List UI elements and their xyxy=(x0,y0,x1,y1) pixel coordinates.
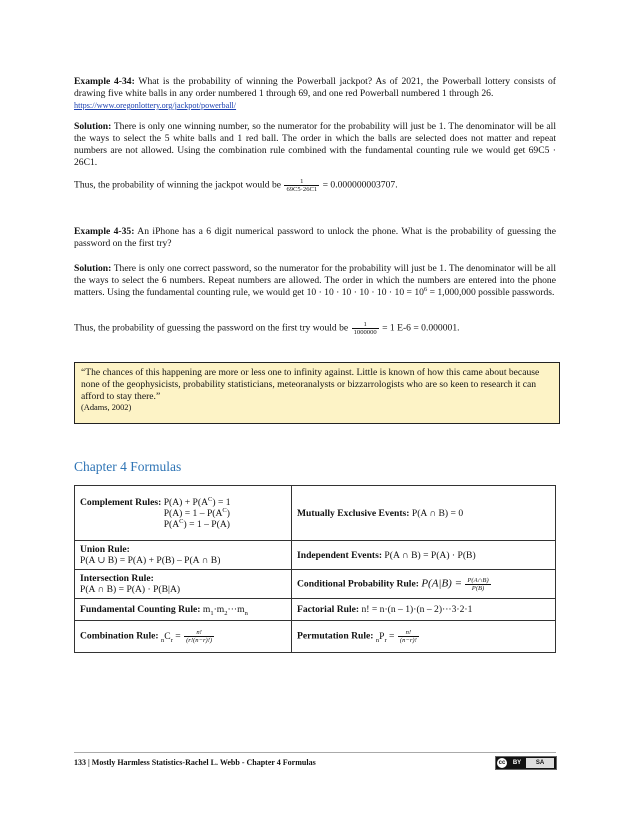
fraction-denominator: P(B) xyxy=(471,584,485,592)
combination-fraction xyxy=(184,629,214,644)
fraction-numerator: 1 xyxy=(352,321,379,329)
powerball-link[interactable]: https://www.oregonlottery.org/jackpot/powerball/ xyxy=(74,101,237,110)
solution-tail: = 1,000,000 possible passwords. xyxy=(427,287,555,298)
section-heading: Chapter 4 Formulas xyxy=(74,459,182,474)
thus-4-34 xyxy=(74,178,556,193)
fraction-numerator: P(A∩B) xyxy=(467,576,489,584)
quote-text: “The chances of this happening are more or less one to infinity against. Little is known of how this came about because none of the geophysicists, probability statisticians, meteoranalysts or bizzarrologists who are so keen to research it can afford to stay there.” xyxy=(81,367,540,402)
solution-4-34 xyxy=(74,121,556,169)
permutation-cell xyxy=(292,621,556,653)
jackpot-result: = 0.000000003707. xyxy=(322,179,398,191)
table-row xyxy=(75,570,556,599)
intersection-formula: P(A ∩ B) = P(A) · P(B|A) xyxy=(80,584,181,595)
example-4-34 xyxy=(74,76,556,112)
solution-expression: 69C5 · 26C1. xyxy=(74,145,556,168)
factorial-cell xyxy=(292,599,556,621)
solution-label: Solution: xyxy=(74,263,112,274)
fcr-label: Fundamental Counting Rule: xyxy=(80,604,201,615)
footer-divider xyxy=(74,752,556,753)
table-row xyxy=(75,621,556,653)
independent-label: Independent Events: xyxy=(297,549,383,561)
example-text: What is the probability of winning the Powerball jackpot? As of 2021, the Powerball lottery consists of drawing five white balls in any order numbered 1 through 69, and one red Powerball numbered 1 through 26. xyxy=(74,76,556,99)
license-by: BY xyxy=(512,760,522,766)
solution-4-35 xyxy=(74,263,556,299)
complement-cell xyxy=(75,486,292,541)
complement-line-3: $P(A^C) = 1 - P(A)$ xyxy=(163,517,230,530)
permutation-label: Permutation Rule: xyxy=(297,630,374,642)
cc-icon: cc xyxy=(498,760,506,766)
password-result: = 1 E-6 = 0.000001. xyxy=(382,322,460,334)
fcr-formula: $m_1\cdot m_2\cdot\cdot\cdot m_n$ xyxy=(202,604,248,617)
conditional-cell xyxy=(292,570,556,599)
example-4-35 xyxy=(74,226,556,250)
fraction-numerator: n! xyxy=(184,629,214,637)
password-fraction xyxy=(352,321,379,336)
independent-formula: P(A ∩ B) = P(A) · P(B) xyxy=(382,549,476,561)
license-sa: SA xyxy=(526,758,554,768)
fraction-denominator: (n−r)! xyxy=(399,637,417,644)
page-footer: 133 | Mostly Harmless Statistics-Rachel L. Webb - Chapter 4 Formulas xyxy=(74,758,316,767)
table-row xyxy=(75,486,556,541)
complement-line-1: $P(A) + P(A^C) = 1$ xyxy=(163,495,231,508)
factorial-label: Factorial Rule: xyxy=(297,604,360,615)
intersection-cell xyxy=(75,570,292,599)
union-cell xyxy=(75,541,292,570)
combination-label: Combination Rule: xyxy=(80,630,159,642)
factorial-formula: n! = n·(n – 1)·(n – 2)···3·2·1 xyxy=(359,604,473,615)
license-badge[interactable] xyxy=(495,756,557,770)
thus-text: Thus, the probability of winning the jackpot would be xyxy=(74,179,282,191)
complement-formulas xyxy=(164,497,231,530)
example-text: An iPhone has a 6 digit numerical password to unlock the phone. What is the probability of guessing the password on the first try? xyxy=(74,226,556,249)
solution-text: There is only one correct password, so the numerator for the probability will just be 1. The denominator will be all the ways to select the 6 numbers. Repeat numbers are allowed. The order in which the numbers are entered into the phone matters. Using the fundamental counting rule, we would get 10 · 10 · 10 · 10 · 10 · 10 = 10 xyxy=(74,263,556,298)
quote-box xyxy=(74,362,560,424)
mutex-label: Mutually Exclusive Events: xyxy=(297,507,410,519)
example-label: Example 4-35: xyxy=(74,226,135,237)
example-label: Example 4-34: xyxy=(74,76,135,87)
solution-exponent: 6 xyxy=(423,285,428,293)
union-formula: P(A ∪ B) = P(A) + P(B) – P(A ∩ B) xyxy=(80,555,221,566)
thus-text: Thus, the probability of guessing the password on the first try would be xyxy=(74,322,349,334)
union-label: Union Rule: xyxy=(80,544,130,555)
jackpot-fraction xyxy=(284,178,319,193)
quote-source: (Adams, 2002) xyxy=(81,403,132,412)
permutation-lhs: $_nP_r$ = xyxy=(375,630,395,644)
fraction-numerator: 1 xyxy=(284,178,319,186)
mutex-cell xyxy=(292,486,556,541)
combination-cell xyxy=(75,621,292,653)
solution-text: There is only one winning number, so the numerator for the probability will just be 1. The denominator will be all the ways to select the 5 white balls and 1 red ball. The order in which the balls are selected does not matter and repeat numbers are not allowed. Using the combination rule combined with the fundamental counting rule we would get xyxy=(74,121,556,156)
conditional-lhs: P(A|B) = xyxy=(421,577,462,590)
fraction-denominator: 1000000 xyxy=(353,329,377,336)
conditional-fraction xyxy=(465,577,490,592)
combination-lhs: $_nC_r$ = xyxy=(161,630,181,644)
conditional-label: Conditional Probability Rule: xyxy=(297,578,419,590)
fraction-denominator: 69C5·26C1 xyxy=(286,186,318,193)
table-row xyxy=(75,541,556,570)
fraction-numerator: n! xyxy=(398,629,419,637)
fraction-denominator: (r!(n−r)!) xyxy=(186,637,213,644)
fcr-cell xyxy=(75,599,292,621)
complement-label: Complement Rules: xyxy=(80,496,162,508)
independent-cell xyxy=(292,541,556,570)
intersection-label: Intersection Rule: xyxy=(80,573,154,584)
formula-table xyxy=(74,485,556,653)
mutex-formula: P(A ∩ B) = 0 xyxy=(409,507,464,519)
thus-4-35 xyxy=(74,321,556,336)
solution-label: Solution: xyxy=(74,121,112,132)
complement-line-2: $P(A) = 1 - P(A^C)$ xyxy=(163,506,230,519)
table-row xyxy=(75,599,556,621)
permutation-fraction xyxy=(398,629,419,644)
